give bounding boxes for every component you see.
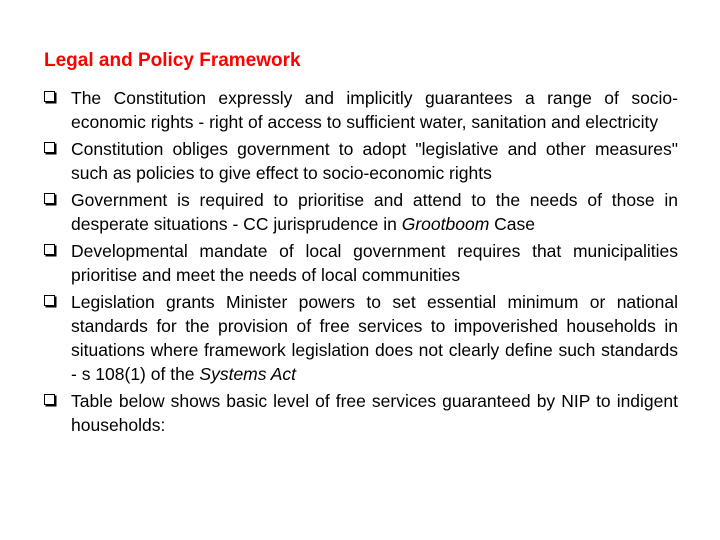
- bullet-text: The Constitution expressly and implicitly guarantees a range of socio-economic rights - right of access to sufficient water, sanitation and electricity: [71, 88, 678, 132]
- hollow-square-bullet-icon: [44, 295, 55, 306]
- bullet-item: [44, 389, 678, 437]
- bullet-text: Government is required to prioritise and attend to the needs of those in desperate situations - CC jurisprudence in: [71, 190, 678, 234]
- bullet-item: [44, 86, 678, 134]
- hollow-square-bullet-icon: [44, 142, 55, 153]
- bullet-item: [44, 137, 678, 185]
- bullet-text: Table below shows basic level of free services guaranteed by NIP to indigent households:: [71, 391, 678, 435]
- hollow-square-bullet-icon: [44, 244, 55, 255]
- bullet-text: Constitution obliges government to adopt "legislative and other measures" such as policies to give effect to socio-economic rights: [71, 139, 678, 183]
- bullet-item: [44, 290, 678, 386]
- bullet-text: Legislation grants Minister powers to set essential minimum or national standards for the provision of free services to impoverished households in situations where framework legislation does not clearly define such standards - s 108(1) of the: [71, 292, 678, 384]
- bullet-item: [44, 188, 678, 236]
- bullet-item: [44, 239, 678, 287]
- hollow-square-bullet-icon: [44, 193, 55, 204]
- bullet-text-suffix: Case: [489, 214, 535, 234]
- case-name-italic: Grootboom: [401, 214, 490, 234]
- hollow-square-bullet-icon: [44, 394, 55, 405]
- bullet-text: Developmental mandate of local government requires that municipalities prioritise and meet the needs of local communities: [71, 241, 678, 285]
- act-name-italic: Systems Act: [199, 364, 296, 384]
- slide-title: Legal and Policy Framework: [44, 50, 301, 71]
- hollow-square-bullet-icon: [44, 91, 55, 102]
- bullet-list: [44, 86, 678, 440]
